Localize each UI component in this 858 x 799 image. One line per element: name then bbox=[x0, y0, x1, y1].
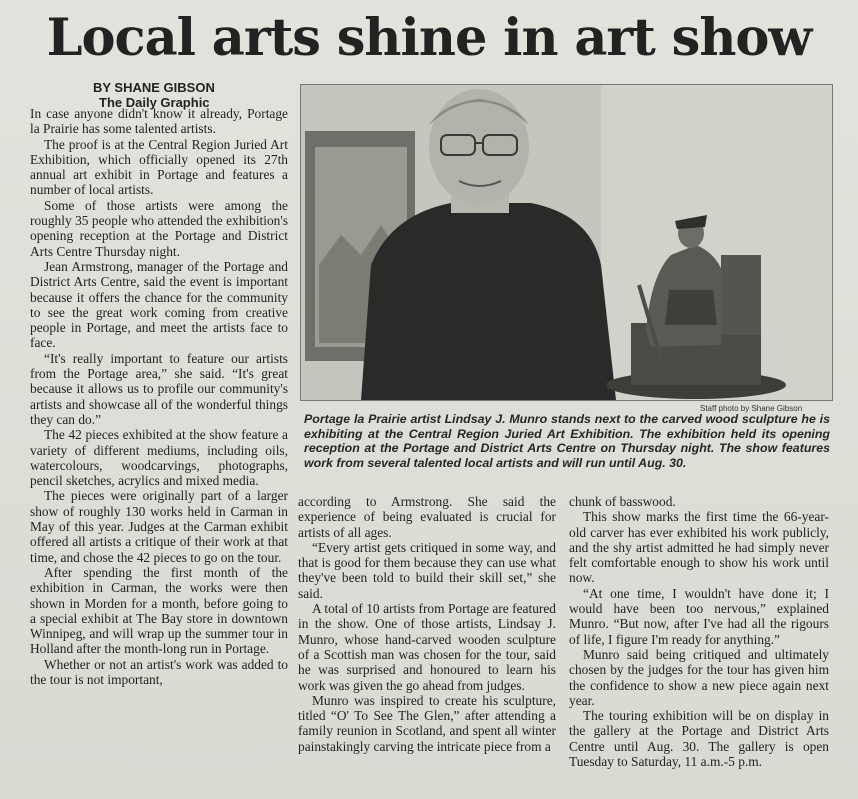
paragraph: “At one time, I wouldn't have done it; I would have been too nervous,” explained Munro. “But now, after I've had all the rigours of life, I figure I'm ready for anything.” bbox=[569, 585, 829, 647]
article-column-1 bbox=[30, 106, 288, 687]
paragraph: After spending the first month of the exhibition in Carman, the works were then shown in Morden for a month, before going to a special exhibit at The Bay store in downtown Winnipeg, and will wrap up the summer tour in Holland after the month-long run in Portage. bbox=[30, 564, 288, 657]
byline-author: BY SHANE GIBSON bbox=[93, 80, 215, 95]
paragraph: A total of 10 artists from Portage are featured in the show. One of those artists, Lindsay J. Munro, whose hand-carved wooden sculpture of a Scottish man was chosen for the tour, said he was surprised and honoured to learn his work was given the go ahead from judges. bbox=[298, 601, 556, 693]
paragraph: according to Armstrong. She said the experience of being evaluated is crucial for artists of all ages. bbox=[298, 494, 556, 540]
article-column-2 bbox=[298, 494, 556, 754]
headline: Local arts shine in art show bbox=[46, 8, 812, 68]
paragraph: The touring exhibition will be on display in the gallery at the Portage and District Arts Centre until Aug. 30. The gallery is open Tuesday to Saturday, 11 a.m.-5 p.m. bbox=[569, 708, 829, 770]
photo-caption: Portage la Prairie artist Lindsay J. Munro stands next to the carved wood sculpture he is exhibiting at the Central Region Juried Art Exhibition. The exhibition held its opening reception at the Portage and District Arts Centre on Thursday night. The show features work from several talented local artists and will run until Aug. 30. bbox=[304, 412, 830, 470]
paragraph: Whether or not an artist's work was added to the tour is not important, bbox=[30, 656, 288, 687]
photo-artist-with-sculpture bbox=[301, 85, 832, 400]
paragraph: The proof is at the Central Region Juried Art Exhibition, which officially opened its 27th annual art exhibit in Portage and features a number of local artists. bbox=[30, 136, 288, 198]
paragraph: “Every artist gets critiqued in some way, and that is good for them because they can use what they've been told to build their skill set,” she said. bbox=[298, 539, 556, 601]
paragraph: chunk of basswood. bbox=[569, 494, 676, 509]
paragraph: This show marks the first time the 66-year-old carver has ever exhibited his work publicly, and the shy artist admitted he had simply never felt comfortable enough to show his work until now. bbox=[569, 509, 829, 586]
article-photo bbox=[300, 84, 833, 401]
paragraph: “It's really important to feature our artists from the Portage area,” she said. “It's great because it allows us to profile our community's artists and showcase all of the wonderful things they can do.” bbox=[30, 350, 288, 427]
paragraph: The pieces were originally part of a larger show of roughly 130 works held in Carman in May of this year. Judges at the Carman exhibit offered all artists a critique of their work at that time, and chose the 42 pieces to go on the tour. bbox=[30, 488, 288, 565]
byline-publication: The Daily Graphic bbox=[99, 95, 210, 110]
paragraph: In case anyone didn't know it already, Portage la Prairie has some talented artists. bbox=[30, 106, 288, 137]
paragraph: Jean Armstrong, manager of the Portage and District Arts Centre, said the event is important because it offers the chance for the community to see the great work coming from creative people in Portage, and meet the artists face to face. bbox=[30, 258, 288, 351]
article-column-3 bbox=[569, 494, 829, 769]
paragraph: Some of those artists were among the roughly 35 people who attended the exhibition's opening reception at the Portage and District Arts Centre Thursday night. bbox=[30, 197, 288, 259]
paragraph: Munro said being critiqued and ultimately chosen by the judges for the tour has given him the confidence to show a new piece again next year. bbox=[569, 646, 829, 708]
paragraph: The 42 pieces exhibited at the show feature a variety of different mediums, including oils, watercolours, woodcarvings, photographs, pencil sketches, acrylics and mixed media. bbox=[30, 427, 288, 489]
paragraph: Munro was inspired to create his sculpture, titled “O' To See The Glen,” after attending a family reunion in Scotland, and spent all winter painstakingly carving the intricate piece from a bbox=[298, 692, 556, 754]
photo-credit: Staff photo by Shane Gibson bbox=[700, 404, 803, 413]
